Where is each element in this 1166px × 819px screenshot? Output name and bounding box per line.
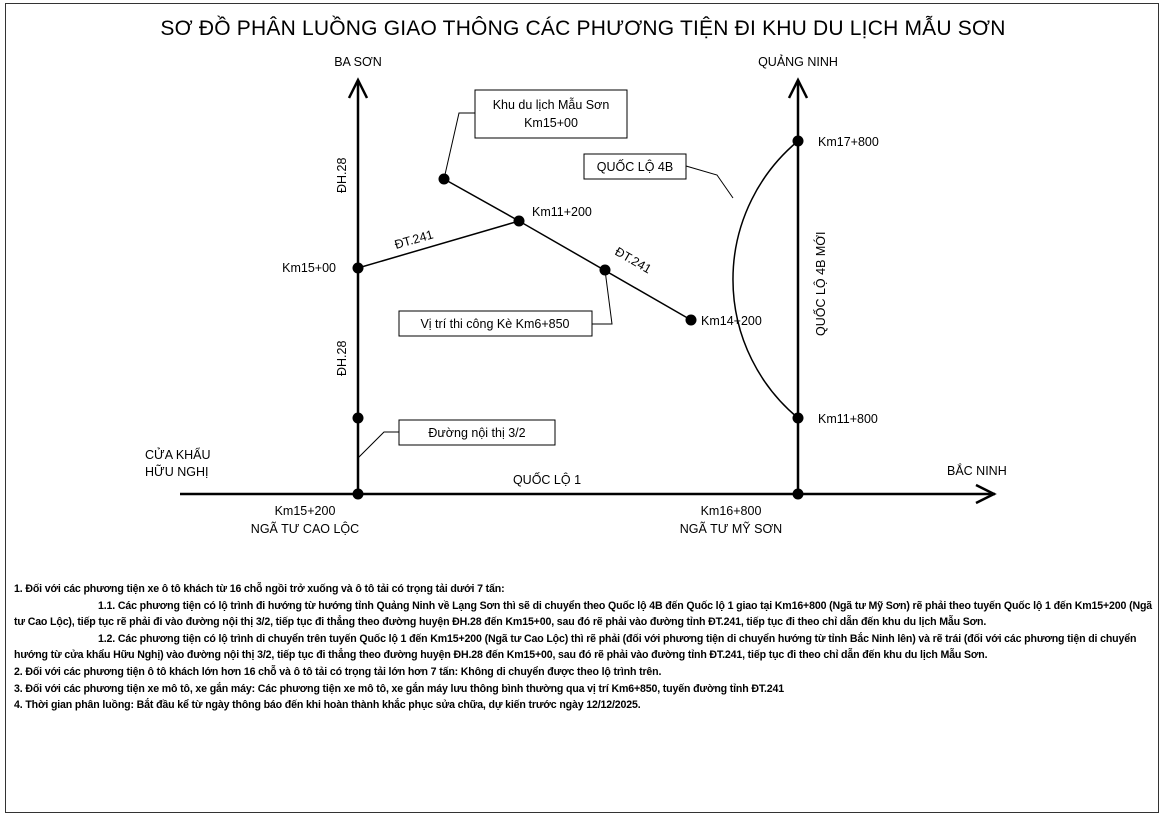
label-ba-son: BA SƠN — [334, 55, 382, 69]
node-km15-00 — [353, 263, 364, 274]
note-1-1: 1.1. Các phương tiện có lộ trình đi hướng từ hướng tỉnh Quảng Ninh về Lạng Sơn thì sẽ di chuyển theo Quốc lộ 4B đến Quốc lộ 1 giao tại Km16+800 (Ngã tư Mỹ Sơn) rẽ phải theo tuyến Quốc lộ 1 đến Km15+200 (Ngã tư Cao Lộc), tiếp tục rẽ phải đi vào đường nội thị 3/2, tiếp tục đi thẳng theo đường huyện ĐH.28 đến Km15+00, sau đó rẽ phải vào đường tỉnh ĐT.241, tiếp tục đi theo chỉ dẫn đến khu du lịch Mẫu Sơn. — [14, 599, 1153, 629]
label-quang-ninh: QUẢNG NINH — [758, 55, 838, 69]
label-km15-200: Km15+200 — [274, 504, 336, 518]
notes-section — [14, 581, 1154, 714]
note-1-2: 1.2. Các phương tiện có lộ trình di chuyển trên tuyến Quốc lộ 1 đến Km15+200 (Ngã tư Cao Lộc) thì rẽ phải (đối với phương tiện di chuyển hướng từ tỉnh Bắc Ninh lên) và rẽ trái (đối với các phương tiện di chuyển hướng từ cửa khẩu Hữu Nghị) vào đường nội thị 3/2, tiếp tục đi thẳng theo đường huyện ĐH.28 đến Km15+00, sau đó rẽ phải vào đường tỉnh ĐT.241, tiếp tục đi theo chỉ dẫn đến khu du lịch Mẫu Sơn. — [14, 632, 1137, 662]
node-nga-tu-cao-loc — [353, 489, 364, 500]
note-4: 4. Thời gian phân luồng: Bắt đầu kể từ ngày thông báo đến khi hoàn thành khắc phục sửa chữa, dự kiến trước ngày 12/12/2025. — [14, 699, 641, 712]
leader-thi-cong — [592, 270, 612, 324]
note-2: 2. Đối với các phương tiện ô tô khách lớn hơn 16 chỗ và ô tô tải có trọng tải lớn hơn 7 tấn: Không di chuyển được theo lộ trình trên. — [14, 665, 662, 678]
label-cua-khau: CỬA KHẨU — [145, 448, 211, 462]
road-to-mau-son — [444, 179, 519, 221]
callout-noi-thi-text: Đường nội thị 3/2 — [428, 426, 526, 440]
label-km17-800: Km17+800 — [818, 135, 879, 149]
label-nga-tu-cao-loc: NGÃ TƯ CAO LỘC — [250, 522, 360, 536]
label-ql4b-moi: QUỐC LỘ 4B MỚI — [814, 231, 828, 336]
label-km11-800: Km11+800 — [818, 412, 878, 426]
leader-mau-son — [444, 113, 475, 179]
node-km17-800 — [793, 136, 804, 147]
node-km11-200 — [514, 216, 525, 227]
road-ql4b — [733, 141, 798, 418]
label-ql1: QUỐC LỘ 1 — [512, 473, 582, 487]
leader-noi-thi — [358, 432, 399, 458]
label-bac-ninh: BẮC NINH — [947, 464, 1007, 478]
note-3: 3. Đối với các phương tiện xe mô tô, xe gắn máy: Các phương tiện xe mô tô, xe gắn máy lưu thông bình thường qua vị trí Km6+850, tuyến đường tỉnh ĐT.241 — [14, 682, 785, 695]
label-dh28-bottom: ĐH.28 — [335, 340, 349, 376]
label-nga-tu-my-son: NGÃ TƯ MỸ SƠN — [679, 522, 783, 536]
label-km11-200: Km11+200 — [532, 205, 592, 219]
page-title: SƠ ĐỒ PHÂN LUỒNG GIAO THÔNG CÁC PHƯƠNG TIỆN ĐI KHU DU LỊCH MẪU SƠN — [160, 17, 1006, 40]
label-dh28-top: ĐH.28 — [335, 157, 349, 193]
label-km16-800: Km16+800 — [700, 504, 762, 518]
node-nga-tu-my-son — [793, 489, 804, 500]
node-thi-cong — [600, 265, 611, 276]
label-ql4b: QUỐC LỘ 4B — [596, 160, 674, 174]
label-huu-nghi: HỮU NGHỊ — [145, 465, 209, 479]
label-km15-00: Km15+00 — [282, 261, 336, 275]
callout-thi-cong-text: Vị trí thi công Kè Km6+850 — [420, 317, 570, 331]
leader-ql4b — [686, 166, 733, 198]
node-km14-200 — [686, 315, 697, 326]
label-dt241-b: ĐT.241 — [612, 244, 654, 277]
callout-mau-son-name: Khu du lịch Mẫu Sơn — [492, 98, 610, 112]
node-mau-son — [439, 174, 450, 185]
label-km14-200: Km14+200 — [701, 314, 762, 328]
label-dt241-a: ĐT.241 — [392, 227, 435, 252]
node-noi-thi — [353, 413, 364, 424]
node-km11-800 — [793, 413, 804, 424]
note-1: 1. Đối với các phương tiện xe ô tô khách từ 16 chỗ ngồi trở xuống và ô tô tải có trọng tải dưới 7 tấn: — [14, 583, 505, 595]
callout-mau-son-km: Km15+00 — [524, 116, 578, 130]
